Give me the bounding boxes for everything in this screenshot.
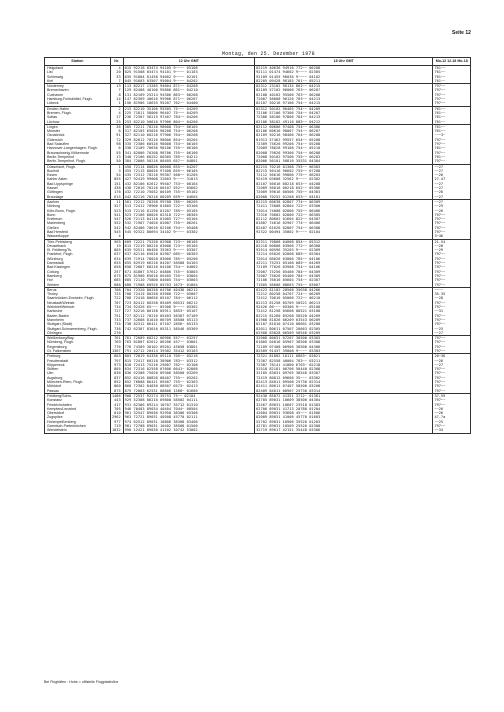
station-index-cell: 1 3 54 855 151 438 176 615: [110, 164, 123, 199]
station-name: Mannheim: [47, 317, 64, 322]
station-names-cell: [45, 66, 111, 84]
obs-18-gmt-cell: 82215 70216 01308 755~~ 06303 82215 56416 96602 755~~ 07208 72112 56616 99806 775~~ 06203 92419 03608 32562 9~~~~ 02302 82107 56016 00218 653~~ 04208 72009 56016 00218 652~~ 05306 72009 59616 00506 755~~ 04303 82008 70252 01208 653~~ 04101: [255, 164, 433, 199]
station-name: Bonn: [47, 212, 56, 217]
station-name: Kiel: [47, 78, 53, 83]
station-group-row: [45, 199, 471, 239]
station-group-row: [45, 239, 471, 287]
obs-18-gmt-cell: 82219 40636 94916 772~~ 06208 92111 01474 94602 9~~~~ 02305 92109 01455 96036 9~~~~ 04102 82205 09428 98185 761~~ 05211: [255, 66, 433, 84]
station-name: Cuxhaven: [47, 92, 64, 97]
station-name: Stuttgart-Schnarrenberg, Flugh.: [47, 326, 98, 331]
station-name: Regensburg: [47, 344, 67, 349]
station-index-cell: 2 4 17 25: [110, 106, 123, 124]
station-name: Freudenstadt: [47, 358, 69, 363]
station-name: Bremerhaven: [47, 88, 69, 93]
station-name: Karlsruhe: [47, 309, 63, 314]
obs-12-gmt-cell: 113 82217 13285 94604 871~~ 04208 129 82408 40106 95806 861~~ 04210 131 82109 25214 94306 863~~ 06208 147 82309 40616 95906 871~~ 06207 156 81906 18635 95207 762~~ 04400: [123, 84, 254, 106]
station-name: Kassel: [47, 186, 58, 191]
station-name: Garmisch-Partenkirchen: [47, 424, 86, 429]
station-group-row: [45, 124, 471, 164]
station-name: Wasserkuppe: [47, 234, 69, 239]
obs-12-gmt-cell: 213 82210 35106 95505 75~~~ 04209 225 71811 58006 96407 75~~~ 04209 236 72307 56215 97407 784~~ 04206 253 82210 50616 97906 804~~ 04206: [123, 106, 254, 124]
forecast-cell: 26~36 ~~26 ~~27 797~~ 797~~ 797~~ 797~~ 797~~ 797~~: [433, 354, 471, 394]
station-name: Tholey: [47, 292, 58, 297]
station-index-cell: 1486 443 417 705 810 2962 977 719 1832: [110, 393, 123, 433]
obs-12-gmt-cell: 015 92218 03474 94105 9~~~~ 05108 025 91508 03474 94101 9~~~~ 01103 035 91804 01458 94602 9~~~~ 02101 045 91603 03507 95004 9~~~~ 04202: [123, 66, 254, 84]
station-name: Soltau: [47, 115, 58, 120]
station-name: Marienberg: [47, 221, 66, 226]
station-name: Bocholt: [47, 168, 59, 173]
station-name: Weiden: [47, 282, 60, 287]
station-name: Bad Hersfeld: [47, 229, 68, 234]
obs-18-gmt-cell: 82312 23102 96134 862~~ 04215 82109 57102 96006 763~~ 06207 82108 40102 95506 763~~ 06208 72007 58008 96126 783~~ 04213 82107 50216 97106 754~~ 04215: [255, 84, 433, 106]
table-header-row: [45, 58, 471, 66]
station-name: Köln-Bonn, Flugh.: [47, 208, 76, 213]
station-group-row: [45, 354, 471, 394]
obs-12-gmt-cell: 761 72009 60212 06906 557~~ 03257 763 81807 62612 06206 457~~ 03801 776 74309 30102 09201 45058 03801 791 42712 20414 39302 35412 03103: [123, 336, 254, 354]
forecast-cell: 761~~ 761~~ ~~~3~ 797~~ 797~~ 761~~ 797~~ 761~~ 797~~: [433, 124, 471, 164]
header-forecast: [433, 58, 471, 66]
obs-12-gmt-cell: 305 72211 70216 98608 754~~ 06105 317 82105 65026 98208 754~~ 06208 327 82110 60216 97906 764~~ 06208 329 82012 70216 98606 854~~ 05204 335 72306 60526 98008 754~~ 06105 338 72109 70636 98106 755~~ 06106 341 82006 70208 98706 755~~ 06106 348 72106 60252 00305 785~~ 04212 384 72006 50216 00405 657~~ 04801: [123, 124, 254, 164]
station-name: Lüchow: [47, 119, 60, 124]
station-name: Deuselbach: [47, 243, 66, 248]
station-name: Würzburg: [47, 256, 63, 261]
station-index-cell: 761 769 776 1307: [110, 336, 123, 354]
station-index-cell: 11 527 523 541 547 552 542 545 4: [110, 199, 123, 239]
station-group-row: [45, 164, 471, 199]
station-names-cell: [45, 287, 111, 335]
station-name: München-Riem, Flugh.: [47, 380, 84, 385]
station-index-cell: 4 20 33 7: [110, 66, 123, 84]
station-name: Oberstdorf: [47, 411, 64, 416]
table-body: [45, 66, 471, 434]
forecast-cell: ~~27 ~~27 ~~26 27-47 ~~27 ~~27 ~~26 ~~27: [433, 164, 471, 199]
station-index-cell: 565 19 805 637 634 655 658 257 675 685 688: [110, 239, 123, 287]
station-group-row: [45, 106, 471, 124]
obs-18-gmt-cell: 32008 80031 07207 38500 03303 61805 04016 05907 38500 03308 72109 07408 06906 38500 04306 82509 91437 39008 9~~~~ 03303: [255, 336, 433, 354]
station-group-row: [45, 393, 471, 433]
station-names-cell: [45, 354, 111, 394]
obs-18-gmt-cell: 82312 50102 96405 754~~ 04209 72106 57106 97306 754~~ 04207 72306 58106 97806 784~~ 04215 62106 58102 49116 085~~ 04212: [255, 106, 433, 124]
station-name: Ulm: [47, 371, 54, 376]
station-name: Darmstadt: [47, 261, 64, 266]
station-name: Stötten: [47, 367, 59, 372]
station-name: Gütersloh: [47, 137, 63, 142]
station-name: Zugspitze: [47, 415, 63, 420]
station-name: List: [47, 70, 53, 75]
station-name: Passau: [47, 388, 59, 393]
station-name: Braunlage: [47, 194, 64, 199]
station-name: Helgoland: [47, 66, 64, 70]
station-name: Gr. Falkenstein: [47, 349, 72, 353]
station-name: Emden-Hafen: [47, 106, 70, 111]
station-name: Berlin-Tempelhof: [47, 154, 74, 159]
station-name: Lingen: [47, 124, 58, 129]
obs-18-gmt-cell: 92430 85872 41351 3712~ 01301 62705 89031 10609 38500 04304 32467 89031 10607 25518 01303 62706 89031 41713 20788 01204 42604 89031 93608 45~~~ 01506 82009 89031 41006 45770 01603 52702 89031 10906 35526 01203 42701 89031 10509 25526 02308 32719 89017 42151 35448 03306: [255, 393, 433, 433]
obs-12-gmt-cell: 450 72114 80826 00008 655~~ 04207 455 72115 80026 97408 655~~ 06105 435 72312 70216 99307 560~~ 01205 427 92419 99008 32603 9~~~~ 31013 432 82106 62612 99407 753~~ 06104 438 72016 70216 00107 552~~ 05602 432 72210 75032 00109 755~~ 05102 442 82116 70216 00209 659~~ 04604: [123, 164, 254, 199]
header-12-gmt: 12 Uhr GMT: [123, 58, 254, 66]
station-name: Hannover-Langenhagen, Flugh.: [47, 146, 98, 151]
forecast-cell: 761~~ 761~~ 761~~ 761~~: [433, 66, 471, 84]
station-names-cell: [45, 393, 111, 433]
station-name: Weinbiet/Weinstr.: [47, 305, 75, 310]
header-station: Station: [45, 58, 111, 66]
weather-observations-table: [44, 57, 471, 434]
station-name: Baden-Baden: [47, 313, 69, 318]
obs-18-gmt-cell: 72321 81802 10111 6863~ 03821 72307 82558 40004 783~~ 03211 72307 78141 41000 6763~ 02218 52518 82181 06706 58440 02308 32105 83031 09705 38546 03307 72419 80812 09606 35~~~ 03302 82413 84011 09508 25730 02314 82411 80611 07407 58500 03208 82409 84011 08907 25730 03314: [255, 354, 433, 394]
station-group-row: [45, 336, 471, 354]
station-names-cell: [45, 336, 111, 354]
station-name: Frankfurt, Flugh.: [47, 252, 74, 257]
station-name: Wendelstein: [47, 428, 67, 433]
obs-12-gmt-cell: 501 72212 70258 99708 785~~ 06205 513 72412 70906 01805 722~~ 03106 515 72116 81256 01207 785~~ 05105 523 72106 80026 02318 722~~ 06305 526 72113 84118 01005 727~~ 05104 532 71907 74026 02007 755~~ 06261 542 82406 70616 02106 754~~ 05408 545 92322 80694 34102 9~~~~ 03302: [123, 199, 254, 239]
forecast-cell: 797~~ 797~~ 797~~ 797~~: [433, 336, 471, 354]
station-name: Kriebeom: [47, 217, 63, 222]
station-name: Göttingen: [47, 190, 63, 195]
station-name: Öhringen: [47, 330, 62, 335]
obs-18-gmt-cell: 82215 60638 02807 774~~ 06309 72411 75008 02804 722~~ 03300 72014 74008 02806 755~~ 06406 72316 70002 02800 722~~ 06305 82112 80602 01604 822~~ 04307 81807 74616 02907 774~~ 06406 82407 61626 02807 754~~ 06308 92322 00494 35002 9~~~~ 02104: [255, 199, 433, 239]
station-name: Saarbrücken-Ensheim, Flugh.: [47, 296, 95, 301]
station-name: Hohenpeißenberg: [47, 419, 76, 424]
station-names-cell: [45, 239, 111, 287]
header-forecast-c: Mo-18: [457, 58, 468, 63]
obs-12-gmt-cell: 704 72320 80258 04706 40436 06212 708 72415 80258 03906 722~~ 05007 708 72416 80656 05107 784~~ 06112 723 82412 80258 05409 60531 06212 734 92426 65~~~ 05306 9~~~~ 05302 727 52216 80158 05911 5853~ 05107 727 82112 70216 05403 58307 07109 737 32008 81016 06709 38500 05113 738 82312 86411 07107 2856~ 05133 742 62307 83016 05311 58546 05309: [123, 287, 254, 335]
station-name: Braunschweig-Völkenrode: [47, 150, 89, 155]
obs-12-gmt-cell: 609 72221 75250 02908 723~~ 06105 615 72219 80216 03006 723~~ 05105 635 92511 00456 35363 9~~~~ 03307 637 82116 65018 02907 685~~ 06303 639 71914 78028 03006 785~~ 05206 655 62919 66216 04207 58580 04103 658 72007 60216 04106 754~~ 04002 671 81807 57612 04806 755~~ 03003 675 81906 65616 05405 755~~ 03004 685 72110 75800 04605 754~~ 03003 688 71908 60926 05703 1673~ 01804: [123, 239, 254, 287]
station-name: Düsseldorf, Flugh.: [47, 164, 77, 169]
station-name: Lübeck: [47, 101, 59, 106]
station-names-cell: [45, 199, 111, 239]
station-name: Friedrichshafen: [47, 402, 72, 407]
station-name: Hamburg-Fuhlsbüttel, Flugh.: [47, 97, 93, 102]
station-name: Konstanz: [47, 398, 62, 403]
station-name: Bad Kissingen: [47, 265, 70, 270]
station-name: Mühldorf: [47, 384, 61, 389]
station-name: Kahler Asten: [47, 177, 68, 182]
station-name: Weißenburg/Bay.: [47, 336, 75, 341]
station-name: Nörburg: [47, 204, 60, 209]
station-name: Augsburg: [47, 375, 63, 380]
forecast-cell: 21-54 ~~28 ~~29 797~~ 797~~ 797~~ 797~~ 797~~ 797~~ 797~~ 797~~: [433, 239, 471, 287]
obs-12-gmt-cell: 803 72019 04336 09110 705~~ 05216 815 72417 60218 38906 783~~ 03312 818 72413 75216 29607 782~~ 02108 834 72316 82558 07606 6641~ 02808 836 52308 75026 09306 58500 03209 852 82416 80826 08407 755~~ 05202 852 76808 86411 09407 755~~ 02303 860 72302 84030 08507 6573~ 02413 875 72003 62531 08806 1568~ 01606: [123, 354, 254, 394]
station-name: Aachen: [47, 199, 60, 204]
station-index-cell: 13 7 8 14 1: [110, 84, 123, 106]
footnote: Bei Flughäfen : Hohe = offizielle Flugplatzhöhe: [44, 680, 119, 684]
station-name: Hof: [47, 278, 53, 283]
station-index-cell: 36 6 91 72 98 6 55 13 50: [110, 124, 123, 164]
station-name: Coburg: [47, 269, 59, 274]
obs-18-gmt-cell: 82311 70808 04008 854~~ 05312 82218 60008 03906 772~~ 06308 92514 00596 35203 9~~~~ 02309 72214 65026 02808 685~~ 05304 72014 66026 03006 785~~ 04106 42211 75251 05108 085~~ 04209 72109 77026 03908 754~~ 04106 72007 75256 05406 784~~ 04309 72007 75026 05406 784~~ 04309 72106 76016 05604 754~~ 02307 71605 56606 08603 755~~ 03007: [255, 239, 433, 287]
obs-18-gmt-cell: 62423 81102 28508 35638 04206 72212 80258 04707 724~~ 06209 72412 70616 05006 722~~ 06210 82213 81258 05709 50521 06213 92426 66~~~ 05306 9~~~~ 05108 72412 81258 05608 08521 03108 82215 81260 05208 58520 04209 81908 81026 06209 63543 06209 82107 81010 07410 08601 03208 82011 80611 07507 28663 02305 62508 83028 06509 58546 03209: [255, 287, 433, 335]
forecast-cell: 37-59 797~~ 797~~ ~~26 ~~26 47-?a ~~25 797~~ ~~34: [433, 393, 471, 433]
date-line: Montag, den 25. Dezember 1978: [222, 51, 315, 57]
station-name: Klippeneck: [47, 362, 65, 367]
station-names-cell: [45, 124, 111, 164]
obs-18-gmt-cell: 82112 60606 97408 754~~ 06306 82106 60616 98007 754~~ 06207 82109 50216 98406 764~~ 06208 81913 57462 99557 654~~ 05208 72309 75626 99206 754~~ 05208 72009 78628 99108 754~~ 05210 82008 79026 99306 754~~ 06208 72008 50102 97506 755~~ 06203 82006 56101 50816 35531 04304: [255, 124, 433, 164]
header-index: Nr.: [110, 58, 123, 66]
station-names-cell: [45, 164, 111, 199]
station-name: Neustadt/Weinstr.: [47, 300, 76, 305]
station-name: Berlin-Tempelhof, Flugh.: [47, 159, 86, 164]
header-18-gmt: 18 Uhr GMT: [255, 58, 433, 66]
page-label: Seite 12: [452, 30, 471, 36]
station-index-cell: 708 725 722 707 734 727 751 733 735 738 276: [110, 287, 123, 335]
forecast-cell: 797~~ 797~~ 797~~ 797~~ 797~~: [433, 84, 471, 106]
station-name: Bamberg: [47, 273, 62, 278]
station-name: Stuttgart (Stadt): [47, 322, 73, 327]
station-name: Essen: [47, 173, 57, 178]
station-name: Osnabrück: [47, 133, 65, 138]
forecast-cell: ~~27 ~~29 ~~26 797~~ 797~~ 797~~ 797~~ 797~~ 3~46: [433, 199, 471, 239]
station-name: Trier-Petrisberg: [47, 239, 72, 244]
forecast-cell: ~~~~ 35-35 ~~28 797~~ 797~~ ~~31 797~~ 797~~ 797~~ ~~25 ~~27: [433, 287, 471, 335]
station-name: Bad Salzuflen: [47, 142, 70, 147]
station-name: Feldberg/Schw.: [47, 393, 72, 398]
station-name: Kl. Feldberg/Ts.: [47, 248, 72, 253]
forecast-cell: 761~~ 761~~ 761~~ 761~~: [433, 106, 471, 124]
obs-12-gmt-cell: 908 72537 92274 39753 75~~ 02104 929 52308 86216 09808 58502 04111 931 62306 89214 10707 35712 01310 946 70403 89034 40404 7044~ 00504 961 32547 89036 92958 38306 05308 963 72721 89031 40508 45770 02111 974 62512 89031 10806 38308 03406 981 72708 89031 10402 38508 01506 990 12421 89030 41102 10742 53002: [123, 393, 254, 433]
station-name: Schleswig: [47, 74, 64, 79]
station-group-row: [45, 287, 471, 335]
station-name: Berus: [47, 287, 57, 292]
header-forecast-b: 12-18: [447, 58, 457, 63]
station-name: Kempten/Lenzried: [47, 406, 77, 411]
station-index-cell: 803 797 973 805 836 837 852 860 875: [110, 354, 123, 394]
station-group-row: [45, 66, 471, 84]
station-name: Gießen: [47, 225, 59, 230]
station-name: Norderney: [47, 84, 64, 89]
header-forecast-a: Mo-12: [435, 58, 447, 63]
station-name: Bremen, Flugh.: [47, 110, 72, 115]
station-names-cell: [45, 84, 111, 106]
station-group-row: [45, 84, 471, 106]
station-name: Bad Lippspringe: [47, 181, 73, 186]
station-name: Nürnberg, Flugh.: [47, 340, 74, 345]
station-name: Münster: [47, 129, 60, 134]
station-names-cell: [45, 106, 111, 124]
station-name: Freiburg: [47, 354, 61, 359]
